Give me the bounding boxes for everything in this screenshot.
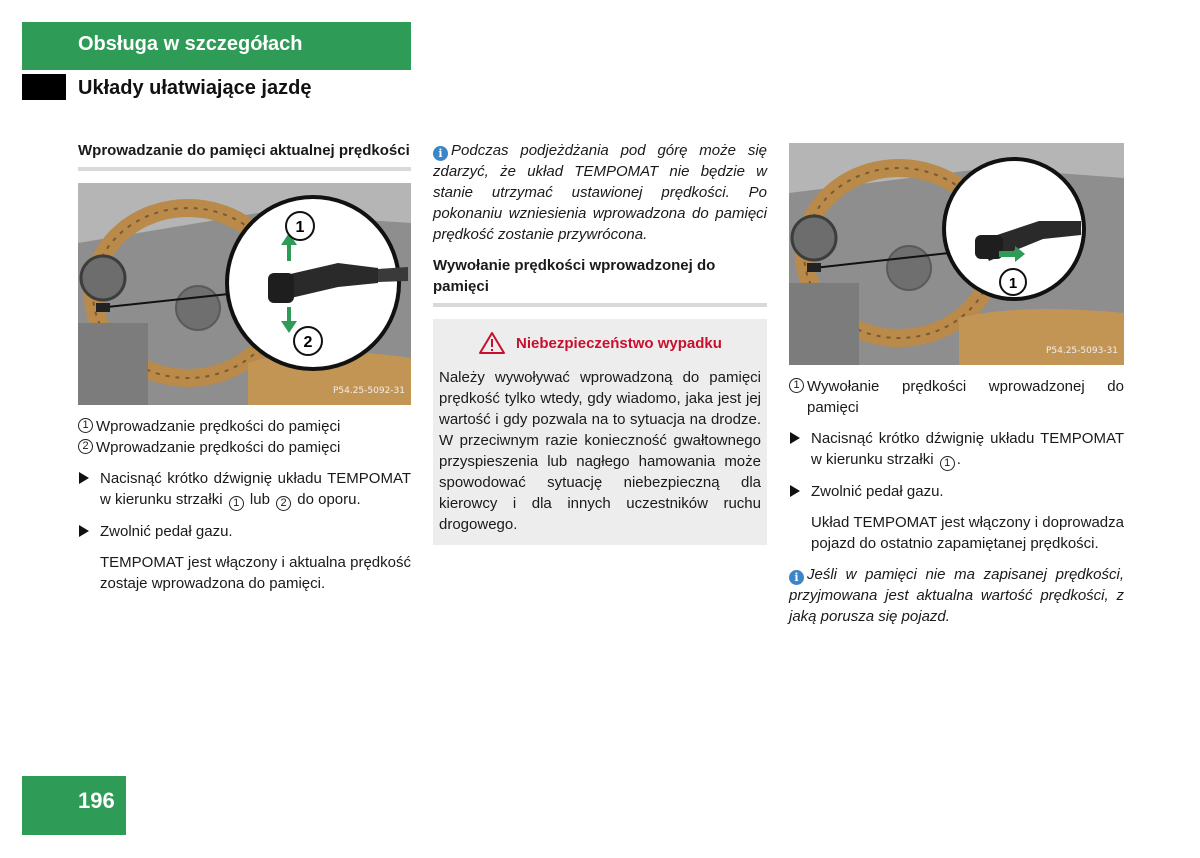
legend-text: Wprowadzanie prędkości do pamięci [96, 418, 341, 435]
warning-text: Należy wywoływać wprowadzoną do pamięci prędkość tylko wtedy, gdy wiadomo, jaka jest jej wartość i gdy pozwala na to sytuacja na drodze. W przeciwnym razie konieczność gwałtownego przyspieszenia lub nagłego hamowania może spowodować sytuację niebezpieczną dla kierowcy i dla innych uczestników ruchu drogowego. [439, 369, 761, 533]
legend-item-1 [789, 376, 1124, 418]
info-icon: i [433, 146, 448, 161]
step-text: do oporu. [297, 491, 361, 508]
subheading-store-speed: Wprowadzanie do pamięci aktualnej prędkości [78, 142, 410, 159]
warning-title: Niebezpieczeństwo wypadku [516, 334, 722, 352]
photo-code: P54.25-5093-31 [1045, 346, 1118, 356]
warning-box [433, 319, 767, 545]
info-text: Jeśli w pamięci nie ma zapisanej prędkości, przyjmowana jest aktualna wartość prędkości, z jaką porusza się pojazd. [789, 566, 1124, 625]
legend-text: Wprowadzanie prędkości do pamięci [96, 439, 341, 456]
info-text: Podczas podjeżdżania pod górę może się zdarzyć, że układ TEMPOMAT nie będzie w stanie utrzymać ustawionej prędkości. Po pokonaniu wzniesienia wprowadzona do pamięci prędkość zostanie przywrócona. [433, 142, 767, 243]
instruction-step [78, 468, 411, 511]
info-note [789, 564, 1124, 627]
page-number: 196 [22, 776, 126, 835]
step-arrow-icon [790, 485, 800, 497]
column-left [78, 140, 411, 594]
warning-header [439, 331, 761, 355]
step-arrow-icon [79, 472, 89, 484]
divider [78, 167, 411, 171]
section-header: Obsługa w szczegółach [22, 22, 411, 70]
instruction-step [78, 521, 411, 542]
legend-item-1 [78, 416, 411, 437]
legend-item-2 [78, 437, 411, 458]
chapter-marker [22, 74, 66, 100]
result-text: TEMPOMAT jest włączony i aktualna prędkość zostaje wprowadzona do pamięci. [100, 554, 411, 592]
callout-2: 2 [303, 334, 313, 351]
callout-1: 1 [1008, 275, 1018, 292]
callout-1: 1 [295, 219, 305, 236]
step-text: Nacisnąć krótko dźwignię układu TEMPOMAT w kierunku strzałki [100, 470, 411, 508]
step-text: Zwolnić pedał gazu. [811, 483, 944, 500]
warning-triangle-icon [478, 331, 506, 355]
chapter-title: Układy ułatwiające jazdę [78, 77, 312, 99]
instruction-step [789, 428, 1124, 471]
subheading-recall-speed: Wywołanie prędkości wprowadzonej do pamięci [433, 257, 716, 295]
step-arrow-icon [790, 432, 800, 444]
result-text: Układ TEMPOMAT jest włączony i doprowadza pojazd do ostatnio zapamiętanej prędkości. [811, 514, 1124, 552]
cruise-control-photo-recall [789, 143, 1124, 365]
step-text: Nacisnąć krótko dźwignię układu TEMPOMAT w kierunku strzałki [811, 430, 1124, 468]
number-circle: 1 [229, 496, 244, 511]
info-icon: i [789, 570, 804, 585]
number-circle: 1 [940, 456, 955, 471]
number-circle: 2 [78, 439, 93, 454]
number-circle: 2 [276, 496, 291, 511]
legend-text: Wywołanie prędkości wprowadzonej do pamięci [807, 378, 1124, 416]
instruction-step [789, 481, 1124, 502]
info-note [433, 140, 767, 245]
column-middle [433, 140, 767, 545]
number-circle: 1 [78, 418, 93, 433]
step-text: lub [249, 491, 270, 508]
steering-wheel-illustration [78, 183, 411, 405]
number-circle: 1 [789, 378, 804, 393]
steering-wheel-illustration [789, 143, 1124, 365]
column-right [789, 140, 1124, 627]
step-text: Zwolnić pedał gazu. [100, 523, 233, 540]
photo-code: P54.25-5092-31 [332, 386, 405, 396]
divider [433, 303, 767, 307]
cruise-control-photo-store [78, 183, 411, 405]
step-arrow-icon [79, 525, 89, 537]
step-text: . [956, 451, 961, 468]
